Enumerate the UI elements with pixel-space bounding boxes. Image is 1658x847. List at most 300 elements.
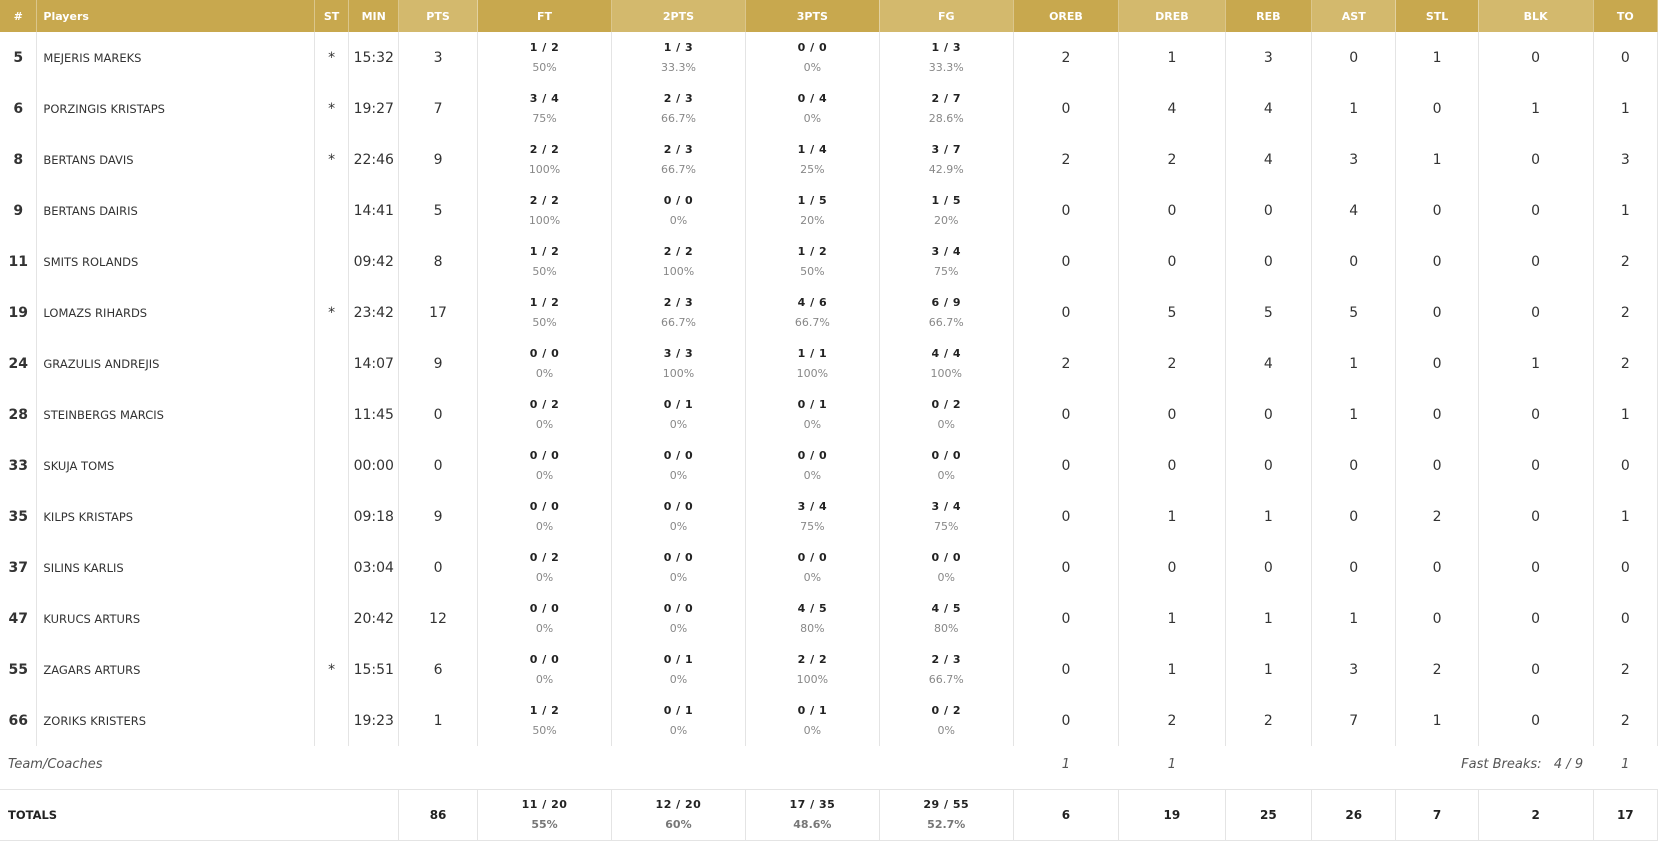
2pts-pct: 0% bbox=[669, 570, 688, 584]
3pts-made: 1 / 2 bbox=[797, 244, 828, 258]
2pts-made: 0 / 0 bbox=[663, 601, 694, 615]
3pts-pct: 20% bbox=[800, 213, 825, 227]
totals-ft bbox=[478, 790, 612, 841]
2pts-made: 3 / 3 bbox=[663, 346, 694, 360]
ft-pct: 100% bbox=[528, 162, 561, 176]
2pts-made: 2 / 3 bbox=[663, 142, 694, 156]
player-ft bbox=[478, 593, 612, 644]
player-number: 8 bbox=[0, 134, 37, 185]
player-number: 9 bbox=[0, 185, 37, 236]
player-reb: 0 bbox=[1225, 389, 1311, 440]
3pts-pct: 50% bbox=[800, 264, 825, 278]
player-to: 2 bbox=[1593, 695, 1657, 746]
player-ast: 0 bbox=[1312, 32, 1396, 83]
starter-marker: * bbox=[314, 32, 349, 83]
player-3pts bbox=[745, 644, 879, 695]
player-name-link[interactable]: LOMAZS RIHARDS bbox=[37, 287, 314, 338]
totals-2pts bbox=[612, 790, 746, 841]
2pts-made: 0 / 1 bbox=[663, 397, 694, 411]
player-3pts bbox=[745, 32, 879, 83]
totals-fg bbox=[879, 790, 1013, 841]
player-ast: 1 bbox=[1312, 593, 1396, 644]
player-minutes: 03:04 bbox=[349, 542, 399, 593]
player-blk: 0 bbox=[1478, 491, 1593, 542]
player-stl: 0 bbox=[1396, 593, 1478, 644]
fg-pct: 20% bbox=[934, 213, 959, 227]
starter-marker bbox=[314, 542, 349, 593]
player-fg bbox=[879, 134, 1013, 185]
player-dreb: 0 bbox=[1119, 389, 1225, 440]
player-to: 2 bbox=[1593, 287, 1657, 338]
player-2pts bbox=[612, 644, 746, 695]
player-3pts bbox=[745, 236, 879, 287]
2pts-pct: 0% bbox=[669, 723, 688, 737]
player-3pts bbox=[745, 185, 879, 236]
player-ft bbox=[478, 185, 612, 236]
player-name-link[interactable]: PORZINGIS KRISTAPS bbox=[37, 83, 314, 134]
player-name-link[interactable]: SILINS KARLIS bbox=[37, 542, 314, 593]
player-oreb: 2 bbox=[1013, 338, 1118, 389]
player-reb: 1 bbox=[1225, 644, 1311, 695]
player-blk: 1 bbox=[1478, 83, 1593, 134]
player-fg bbox=[879, 593, 1013, 644]
player-stl: 2 bbox=[1396, 491, 1478, 542]
player-dreb: 1 bbox=[1119, 491, 1225, 542]
player-to: 0 bbox=[1593, 542, 1657, 593]
2pts-pct: 0% bbox=[669, 417, 688, 431]
fg-made: 1 / 5 bbox=[931, 193, 961, 207]
fg-pct: 100% bbox=[930, 366, 962, 380]
totals-ast: 26 bbox=[1312, 790, 1396, 841]
ft-pct: 0% bbox=[535, 366, 554, 380]
ft-made: 2 / 2 bbox=[529, 142, 560, 156]
ft-made: 2 / 2 bbox=[529, 193, 560, 207]
player-2pts bbox=[612, 542, 746, 593]
player-ast: 3 bbox=[1312, 134, 1396, 185]
player-dreb: 1 bbox=[1119, 593, 1225, 644]
player-3pts bbox=[745, 695, 879, 746]
player-stl: 0 bbox=[1396, 83, 1478, 134]
3pts-pct: 75% bbox=[800, 519, 825, 533]
player-stl: 0 bbox=[1396, 236, 1478, 287]
ft-made: 0 / 0 bbox=[529, 499, 560, 513]
3pts-pct: 0% bbox=[803, 570, 822, 584]
player-name-link[interactable]: ZAGARS ARTURS bbox=[37, 644, 314, 695]
player-fg bbox=[879, 236, 1013, 287]
player-blk: 0 bbox=[1478, 695, 1593, 746]
player-number: 24 bbox=[0, 338, 37, 389]
player-name-link[interactable]: KURUCS ARTURS bbox=[37, 593, 314, 644]
2pts-made: 1 / 3 bbox=[663, 40, 694, 54]
col-header-players[interactable]: Players bbox=[37, 0, 314, 32]
player-3pts bbox=[745, 542, 879, 593]
3pts-made: 1 / 1 bbox=[797, 346, 828, 360]
player-2pts bbox=[612, 593, 746, 644]
player-number: 19 bbox=[0, 287, 37, 338]
player-minutes: 19:23 bbox=[349, 695, 399, 746]
starter-marker: * bbox=[314, 83, 349, 134]
totals-pts: 86 bbox=[399, 790, 478, 841]
player-2pts bbox=[612, 83, 746, 134]
ft-made: 0 / 0 bbox=[529, 652, 560, 666]
player-minutes: 14:41 bbox=[349, 185, 399, 236]
ft-pct: 0% bbox=[535, 468, 554, 482]
player-points: 9 bbox=[399, 134, 478, 185]
player-number: 35 bbox=[0, 491, 37, 542]
player-dreb: 0 bbox=[1119, 542, 1225, 593]
fg-made: 4 / 5 bbox=[931, 601, 961, 615]
ft-made: 0 / 2 bbox=[529, 550, 560, 564]
player-number: 47 bbox=[0, 593, 37, 644]
player-2pts bbox=[612, 185, 746, 236]
3pts-pct: 66.7% bbox=[794, 315, 830, 329]
col-header-blk[interactable]: BLK bbox=[1478, 0, 1593, 32]
player-dreb: 2 bbox=[1119, 338, 1225, 389]
player-points: 0 bbox=[399, 389, 478, 440]
ft-pct: 0% bbox=[535, 570, 554, 584]
totals-2pts-made: 12 / 20 bbox=[655, 798, 702, 811]
3pts-pct: 100% bbox=[796, 672, 829, 686]
player-ast: 7 bbox=[1312, 695, 1396, 746]
player-oreb: 0 bbox=[1013, 593, 1118, 644]
player-stl: 1 bbox=[1396, 32, 1478, 83]
player-points: 0 bbox=[399, 542, 478, 593]
3pts-made: 0 / 0 bbox=[797, 40, 828, 54]
player-to: 1 bbox=[1593, 491, 1657, 542]
3pts-made: 1 / 5 bbox=[797, 193, 828, 207]
player-name-link[interactable]: SKUJA TOMS bbox=[37, 440, 314, 491]
table-row bbox=[0, 593, 1658, 644]
2pts-pct: 0% bbox=[669, 519, 688, 533]
player-reb: 4 bbox=[1225, 83, 1311, 134]
player-reb: 4 bbox=[1225, 338, 1311, 389]
fg-pct: 33.3% bbox=[928, 60, 964, 74]
team-section bbox=[0, 746, 1658, 841]
player-points: 9 bbox=[399, 338, 478, 389]
player-points: 8 bbox=[399, 236, 478, 287]
totals-2pts-pct: 60% bbox=[665, 818, 692, 831]
2pts-pct: 66.7% bbox=[660, 162, 696, 176]
ft-made: 1 / 2 bbox=[529, 703, 560, 717]
col-header-stl[interactable]: STL bbox=[1396, 0, 1478, 32]
fg-pct: 28.6% bbox=[928, 111, 964, 125]
player-2pts bbox=[612, 32, 746, 83]
player-minutes: 15:51 bbox=[349, 644, 399, 695]
player-reb: 2 bbox=[1225, 695, 1311, 746]
3pts-made: 1 / 4 bbox=[797, 142, 828, 156]
player-3pts bbox=[745, 491, 879, 542]
player-number: 37 bbox=[0, 542, 37, 593]
fg-pct: 0% bbox=[937, 468, 955, 482]
player-points: 6 bbox=[399, 644, 478, 695]
ft-made: 1 / 2 bbox=[529, 40, 560, 54]
ft-pct: 0% bbox=[535, 519, 554, 533]
ft-pct: 50% bbox=[532, 60, 557, 74]
player-points: 17 bbox=[399, 287, 478, 338]
player-to: 0 bbox=[1593, 440, 1657, 491]
totals-fg-made: 29 / 55 bbox=[923, 798, 970, 811]
player-3pts bbox=[745, 287, 879, 338]
col-header-oreb[interactable]: OREB bbox=[1013, 0, 1118, 32]
player-stl: 2 bbox=[1396, 644, 1478, 695]
player-name-link[interactable]: MEJERIS MAREKS bbox=[37, 32, 314, 83]
totals-3pts bbox=[745, 790, 879, 841]
totals-ft-pct: 55% bbox=[531, 818, 558, 831]
player-name-link[interactable]: ZORIKS KRISTERS bbox=[37, 695, 314, 746]
player-ast: 0 bbox=[1312, 542, 1396, 593]
fg-made: 3 / 7 bbox=[931, 142, 961, 156]
player-ast: 0 bbox=[1312, 440, 1396, 491]
player-ast: 1 bbox=[1312, 83, 1396, 134]
player-3pts bbox=[745, 593, 879, 644]
player-number: 5 bbox=[0, 32, 37, 83]
player-ft bbox=[478, 491, 612, 542]
player-ft bbox=[478, 134, 612, 185]
col-header-number[interactable]: # bbox=[0, 0, 37, 32]
player-blk: 0 bbox=[1478, 644, 1593, 695]
col-header-ast[interactable]: AST bbox=[1312, 0, 1396, 32]
2pts-made: 2 / 3 bbox=[663, 295, 694, 309]
player-blk: 0 bbox=[1478, 440, 1593, 491]
player-ft bbox=[478, 338, 612, 389]
player-fg bbox=[879, 83, 1013, 134]
player-oreb: 0 bbox=[1013, 236, 1118, 287]
player-minutes: 23:42 bbox=[349, 287, 399, 338]
col-header-min[interactable]: MIN bbox=[349, 0, 399, 32]
fg-pct: 66.7% bbox=[928, 672, 964, 686]
player-name-link[interactable]: SMITS ROLANDS bbox=[37, 236, 314, 287]
2pts-pct: 0% bbox=[669, 621, 688, 635]
player-ft bbox=[478, 83, 612, 134]
fast-breaks-value: 4 / 9 bbox=[1553, 757, 1584, 772]
player-2pts bbox=[612, 491, 746, 542]
team-oreb: 1 bbox=[1061, 757, 1071, 772]
2pts-made: 0 / 0 bbox=[663, 550, 694, 564]
2pts-made: 2 / 3 bbox=[663, 91, 694, 105]
totals-3pts-made: 17 / 35 bbox=[789, 798, 836, 811]
totals-3pts-pct: 48.6% bbox=[793, 818, 832, 831]
fg-pct: 0% bbox=[937, 723, 955, 737]
col-header-to[interactable]: TO bbox=[1593, 0, 1657, 32]
2pts-made: 0 / 0 bbox=[663, 499, 694, 513]
player-reb: 1 bbox=[1225, 491, 1311, 542]
ft-pct: 0% bbox=[535, 621, 554, 635]
ft-made: 0 / 2 bbox=[529, 397, 560, 411]
player-stl: 0 bbox=[1396, 185, 1478, 236]
player-fg bbox=[879, 644, 1013, 695]
col-header-pts[interactable]: PTS bbox=[399, 0, 478, 32]
player-2pts bbox=[612, 338, 746, 389]
player-to: 1 bbox=[1593, 83, 1657, 134]
player-ft bbox=[478, 32, 612, 83]
team-coaches-label: Team/Coaches bbox=[8, 757, 103, 772]
3pts-made: 2 / 2 bbox=[797, 652, 828, 666]
starter-marker bbox=[314, 236, 349, 287]
player-blk: 0 bbox=[1478, 287, 1593, 338]
2pts-pct: 33.3% bbox=[660, 60, 696, 74]
table-row bbox=[0, 542, 1658, 593]
player-stl: 0 bbox=[1396, 542, 1478, 593]
3pts-pct: 0% bbox=[803, 111, 822, 125]
ft-pct: 50% bbox=[532, 723, 557, 737]
player-to: 2 bbox=[1593, 236, 1657, 287]
player-blk: 0 bbox=[1478, 236, 1593, 287]
2pts-made: 0 / 1 bbox=[663, 703, 694, 717]
player-dreb: 0 bbox=[1119, 440, 1225, 491]
fg-pct: 42.9% bbox=[928, 162, 964, 176]
2pts-pct: 66.7% bbox=[660, 111, 696, 125]
col-header-fg[interactable]: FG bbox=[879, 0, 1013, 32]
fg-made: 3 / 4 bbox=[931, 499, 961, 513]
player-minutes: 14:07 bbox=[349, 338, 399, 389]
2pts-made: 0 / 1 bbox=[663, 652, 694, 666]
table-row bbox=[0, 491, 1658, 542]
ft-made: 0 / 0 bbox=[529, 448, 560, 462]
col-header-st[interactable]: ST bbox=[314, 0, 349, 32]
player-3pts bbox=[745, 338, 879, 389]
3pts-made: 0 / 4 bbox=[797, 91, 828, 105]
table-row bbox=[0, 644, 1658, 695]
player-number: 33 bbox=[0, 440, 37, 491]
totals-to: 17 bbox=[1593, 790, 1657, 841]
table-row bbox=[0, 389, 1658, 440]
player-ft bbox=[478, 542, 612, 593]
col-header-dreb[interactable]: DREB bbox=[1119, 0, 1225, 32]
player-reb: 3 bbox=[1225, 32, 1311, 83]
3pts-pct: 100% bbox=[796, 366, 829, 380]
player-points: 1 bbox=[399, 695, 478, 746]
3pts-pct: 0% bbox=[803, 417, 822, 431]
player-number: 28 bbox=[0, 389, 37, 440]
player-stl: 0 bbox=[1396, 440, 1478, 491]
col-header-ft[interactable]: FT bbox=[478, 0, 612, 32]
2pts-pct: 100% bbox=[662, 264, 695, 278]
player-3pts bbox=[745, 83, 879, 134]
starter-marker bbox=[314, 185, 349, 236]
3pts-made: 0 / 1 bbox=[797, 397, 828, 411]
fast-breaks bbox=[1225, 746, 1593, 783]
fg-pct: 80% bbox=[934, 621, 959, 635]
fg-made: 3 / 4 bbox=[931, 244, 961, 258]
player-name-link[interactable]: BERTANS DAVIS bbox=[37, 134, 314, 185]
player-dreb: 5 bbox=[1119, 287, 1225, 338]
player-blk: 0 bbox=[1478, 32, 1593, 83]
starter-marker: * bbox=[314, 134, 349, 185]
player-minutes: 20:42 bbox=[349, 593, 399, 644]
player-oreb: 0 bbox=[1013, 185, 1118, 236]
ft-pct: 50% bbox=[532, 264, 557, 278]
player-number: 66 bbox=[0, 695, 37, 746]
player-2pts bbox=[612, 287, 746, 338]
table-row bbox=[0, 32, 1658, 83]
totals-fg-pct: 52.7% bbox=[927, 818, 966, 831]
3pts-pct: 0% bbox=[803, 468, 822, 482]
fg-pct: 75% bbox=[934, 519, 959, 533]
player-3pts bbox=[745, 440, 879, 491]
player-reb: 0 bbox=[1225, 185, 1311, 236]
table-row bbox=[0, 440, 1658, 491]
2pts-made: 0 / 0 bbox=[663, 193, 694, 207]
player-oreb: 2 bbox=[1013, 134, 1118, 185]
table-row bbox=[0, 338, 1658, 389]
fg-made: 6 / 9 bbox=[931, 295, 961, 309]
player-reb: 0 bbox=[1225, 542, 1311, 593]
player-to: 0 bbox=[1593, 32, 1657, 83]
player-dreb: 4 bbox=[1119, 83, 1225, 134]
player-name-link[interactable]: BERTANS DAIRIS bbox=[37, 185, 314, 236]
table-header bbox=[0, 0, 1658, 32]
ft-made: 3 / 4 bbox=[529, 91, 560, 105]
fg-pct: 0% bbox=[937, 570, 955, 584]
table-row bbox=[0, 287, 1658, 338]
player-ast: 1 bbox=[1312, 338, 1396, 389]
totals-stl: 7 bbox=[1396, 790, 1478, 841]
player-dreb: 2 bbox=[1119, 695, 1225, 746]
ft-pct: 50% bbox=[532, 315, 557, 329]
player-points: 7 bbox=[399, 83, 478, 134]
col-header-3pts[interactable]: 3PTS bbox=[745, 0, 879, 32]
starter-marker bbox=[314, 389, 349, 440]
totals-label: TOTALS bbox=[0, 790, 399, 841]
player-blk: 0 bbox=[1478, 542, 1593, 593]
player-minutes: 09:18 bbox=[349, 491, 399, 542]
starter-marker bbox=[314, 338, 349, 389]
player-blk: 0 bbox=[1478, 389, 1593, 440]
3pts-made: 4 / 6 bbox=[797, 295, 828, 309]
col-header-reb[interactable]: REB bbox=[1225, 0, 1311, 32]
2pts-pct: 66.7% bbox=[660, 315, 696, 329]
player-points: 0 bbox=[399, 440, 478, 491]
player-3pts bbox=[745, 134, 879, 185]
fg-made: 2 / 3 bbox=[931, 652, 961, 666]
player-name-link[interactable]: GRAZULIS ANDREJIS bbox=[37, 338, 314, 389]
player-oreb: 0 bbox=[1013, 287, 1118, 338]
2pts-pct: 0% bbox=[669, 672, 688, 686]
player-oreb: 0 bbox=[1013, 695, 1118, 746]
player-to: 2 bbox=[1593, 338, 1657, 389]
ft-made: 1 / 2 bbox=[529, 244, 560, 258]
player-to: 2 bbox=[1593, 644, 1657, 695]
player-name-link[interactable]: STEINBERGS MARCIS bbox=[37, 389, 314, 440]
player-oreb: 0 bbox=[1013, 644, 1118, 695]
player-minutes: 00:00 bbox=[349, 440, 399, 491]
player-dreb: 1 bbox=[1119, 644, 1225, 695]
player-ft bbox=[478, 389, 612, 440]
totals-row bbox=[0, 790, 1658, 841]
player-to: 0 bbox=[1593, 593, 1657, 644]
col-header-2pts[interactable]: 2PTS bbox=[612, 0, 746, 32]
starter-marker: * bbox=[314, 287, 349, 338]
3pts-made: 4 / 5 bbox=[797, 601, 828, 615]
player-blk: 1 bbox=[1478, 338, 1593, 389]
player-reb: 4 bbox=[1225, 134, 1311, 185]
player-reb: 5 bbox=[1225, 287, 1311, 338]
2pts-pct: 100% bbox=[662, 366, 695, 380]
player-dreb: 2 bbox=[1119, 134, 1225, 185]
player-fg bbox=[879, 338, 1013, 389]
fast-breaks-label: Fast Breaks: bbox=[1461, 757, 1542, 772]
totals-ft-made: 11 / 20 bbox=[521, 798, 568, 811]
player-2pts bbox=[612, 440, 746, 491]
table-row bbox=[0, 134, 1658, 185]
player-2pts bbox=[612, 695, 746, 746]
starter-marker: * bbox=[314, 644, 349, 695]
2pts-pct: 0% bbox=[669, 213, 688, 227]
fg-pct: 66.7% bbox=[928, 315, 964, 329]
player-dreb: 1 bbox=[1119, 32, 1225, 83]
player-name-link[interactable]: KILPS KRISTAPS bbox=[37, 491, 314, 542]
3pts-made: 0 / 1 bbox=[797, 703, 828, 717]
